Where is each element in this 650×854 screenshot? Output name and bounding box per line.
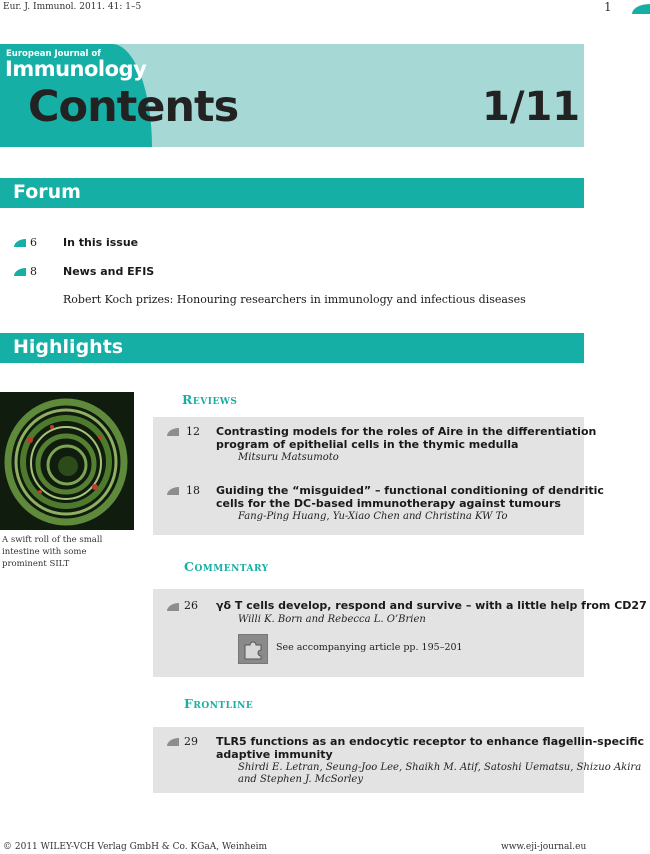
forum-heading: Forum [13, 181, 81, 203]
forum-item-title[interactable]: News and EFIS [63, 265, 155, 278]
article-page: 12 [186, 425, 200, 438]
forum-item-page: 6 [30, 236, 37, 249]
issue-number: 1/11 [482, 84, 581, 130]
image-caption: A swift roll of the small intestine with some prominent SILT [2, 535, 103, 569]
article-title-line[interactable]: program of epithelial cells in the thymic medulla [216, 438, 519, 451]
forum-subitem[interactable]: Robert Koch prizes: Honouring researchers in immunology and infectious diseases [63, 293, 526, 306]
page-title: Contents [28, 82, 239, 132]
highlight-micrograph-image [0, 392, 134, 530]
forum-item-title[interactable]: In this issue [63, 236, 139, 249]
article-title-line[interactable]: Guiding the “misguided” – functional conditioning of dendritic [216, 484, 604, 497]
article-title-line[interactable]: TLR5 functions as an endocytic receptor to enhance flagellin-specific [216, 735, 645, 748]
forum-item-tab-icon [14, 239, 26, 247]
article-authors: Fang-Ping Huang, Yu-Xiao Chen and Christina KW To [238, 511, 508, 522]
article-page: 29 [184, 735, 198, 748]
journal-name-line1: European Journal of [6, 49, 101, 59]
highlights-heading: Highlights [13, 336, 124, 358]
reviews-heading: Reviews [182, 392, 238, 407]
puzzle-piece-icon [238, 634, 268, 664]
article-title[interactable]: γδ T cells develop, respond and survive – with a little help from CD27 [216, 599, 647, 612]
running-head: Eur. J. Immunol. 2011. 41: 1–5 [3, 2, 142, 12]
frontline-heading: Frontline [184, 696, 254, 711]
article-title-line[interactable]: cells for the DC-based immunotherapy against tumours [216, 497, 561, 510]
article-authors: Shirdi E. Letran, Seung-Joo Lee, Shaikh M. Atif, Satoshi Uematsu, Shizuo Akira [238, 762, 642, 773]
page-number: 1 [604, 0, 612, 14]
see-also-link[interactable]: See accompanying article pp. 195–201 [276, 642, 463, 653]
article-title-line[interactable]: Contrasting models for the roles of Aire in the differentiation [216, 425, 597, 438]
article-authors: Willi K. Born and Rebecca L. O’Brien [238, 614, 426, 625]
article-authors: Mitsuru Matsumoto [238, 452, 339, 463]
footer-copyright: © 2011 WILEY-VCH Verlag GmbH & Co. KGaA, Weinheim [3, 842, 268, 852]
journal-name-line2: Immunology [5, 57, 147, 81]
forum-section-bar [0, 178, 584, 208]
article-title-line[interactable]: adaptive immunity [216, 748, 333, 761]
article-page: 18 [186, 484, 200, 497]
corner-tab-icon [632, 4, 650, 14]
footer-url[interactable]: www.eji-journal.eu [501, 842, 587, 852]
forum-item-tab-icon [14, 268, 26, 276]
commentary-heading: Commentary [184, 559, 269, 574]
forum-item-page: 8 [30, 265, 37, 278]
article-page: 26 [184, 599, 198, 612]
article-authors: and Stephen J. McSorley [238, 774, 363, 785]
